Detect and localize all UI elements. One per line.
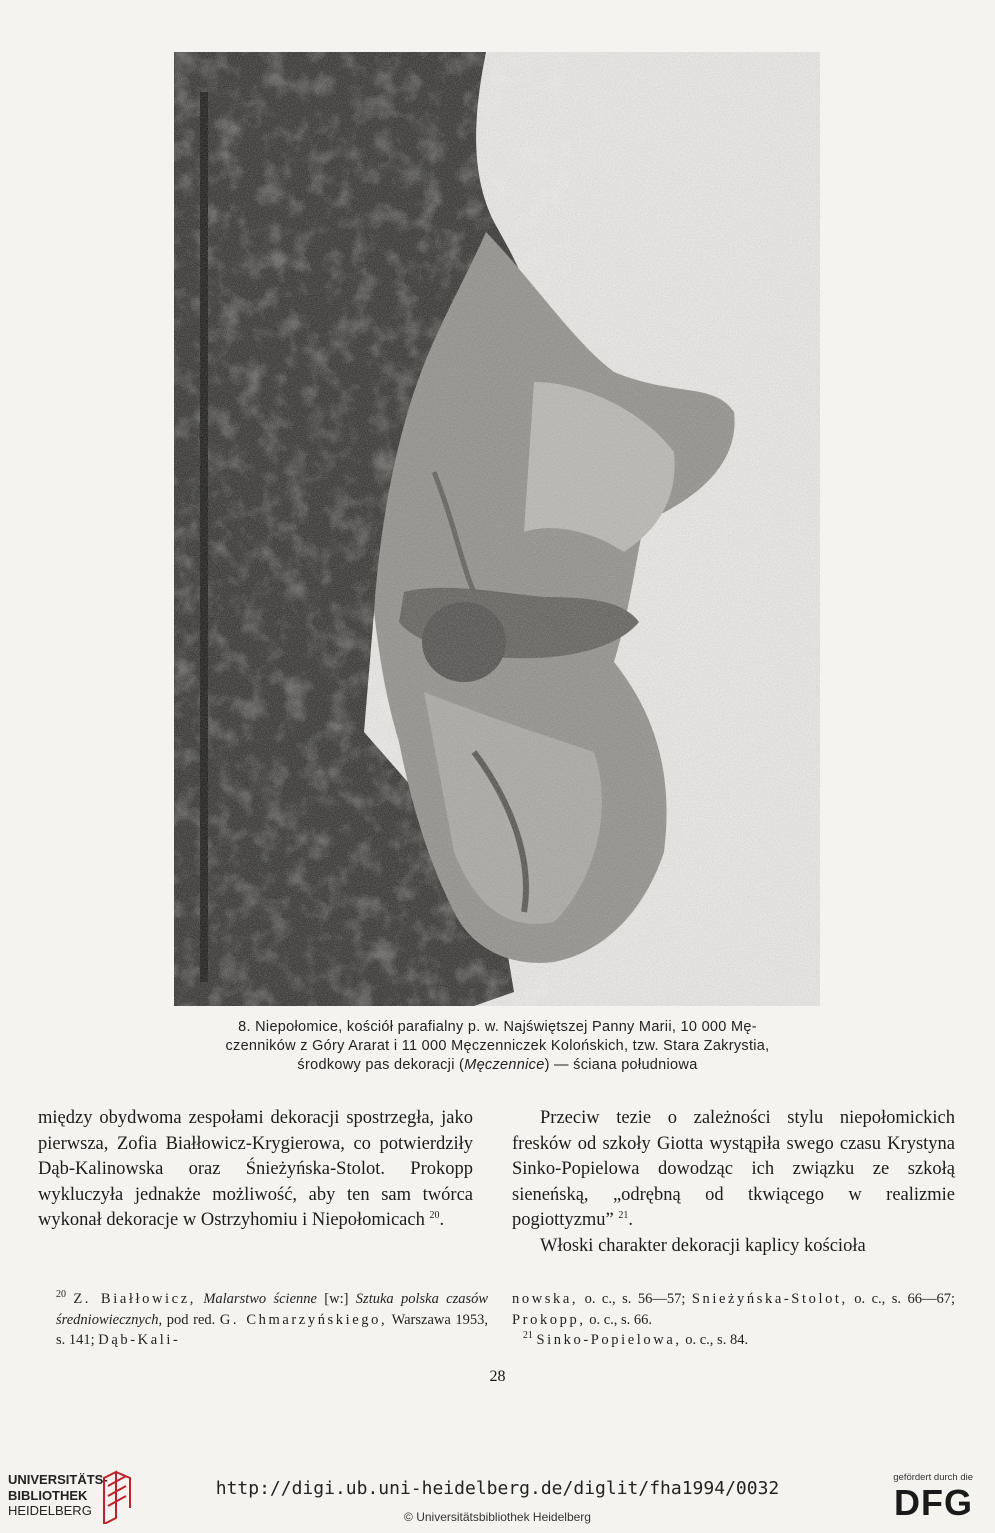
funding-label: gefördert durch die <box>893 1472 973 1483</box>
figure-caption <box>160 1018 835 1075</box>
footnote-ref-21[interactable]: 21 <box>618 1209 629 1221</box>
document-url-link[interactable]: http://digi.ub.uni-heidelberg.de/diglit/fha1994/0032 <box>215 1478 780 1499</box>
footnote-20-continued: nowska, o. c., s. 56—57; Snieżyńska-Stolot, o. c., s. 66—67; Prokopp, o. c., s. 66. <box>512 1291 956 1328</box>
footnote-20: $^{20}$ Z. Białłowicz, Malarstwo ścienne [w:] Sztuka polska czasów średniowiecznych, pod red. G. Chmarzyńskiego, Warszawa 1953, s. 141; Dąb-Kali- <box>56 1289 489 1348</box>
copyright-notice: © Universitätsbibliothek Heidelberg <box>404 1510 591 1524</box>
fresco-illustration <box>174 52 820 1006</box>
page-number: 28 <box>489 1368 506 1385</box>
viewer-footer <box>0 1460 995 1533</box>
footnote-ref-20[interactable]: 20 <box>429 1209 440 1221</box>
body-column-right <box>512 1106 955 1259</box>
fresco-photograph <box>174 52 820 1006</box>
library-logo-text[interactable]: UNIVERSITÄTS- BIBLIOTHEK HEIDELBERG <box>8 1472 108 1518</box>
caption-line-3: środkowy pas dekoracji (Męczennice) — ściana południowa <box>297 1057 698 1073</box>
body-paragraph: między obydwoma zespołami dekoracji spostrzegła, jako pierwsza, Zofia Białłowicz-Krygierowa, co potwierdziły Dąb-Kalinowska oraz Śnieżyńska-Stolot. Prokopp wykluczyła jednakże możliwość, aby ten sam twórca wykonał dekoracje w Ostrzyhomiu i Niepołomicach $^{20}$. <box>38 1108 473 1230</box>
body-column-left <box>38 1106 473 1234</box>
body-paragraph: Włoski charakter dekoracji kaplicy kościoła <box>540 1235 866 1256</box>
caption-line-2: czenników z Góry Ararat i 11 000 Męczenniczek Kolońskich, tzw. Stara Zakrystia, <box>225 1038 770 1054</box>
caption-italic: Męczennice <box>464 1057 545 1073</box>
footnotes-right <box>512 1289 955 1351</box>
caption-line-1: 8. Niepołomice, kościół parafialny p. w. Najświętszej Panny Marii, 10 000 Mę- <box>238 1019 757 1035</box>
footnotes-left <box>56 1289 488 1351</box>
body-paragraph: Przeciw tezie o zależności stylu niepołomickich fresków od szkoły Giotta wystąpiła swego czasu Krystyna Sinko-Popielowa dowodząc ich związku ze szkołą sieneńską, „odrębną od tkwiącego w realizmie pogiottyzmu” $^{21}$. <box>512 1108 955 1230</box>
dfg-logo[interactable]: DFG <box>894 1482 973 1523</box>
footnote-21: $^{21}$ Sinko-Popielowa, o. c., s. 84. <box>522 1330 749 1348</box>
